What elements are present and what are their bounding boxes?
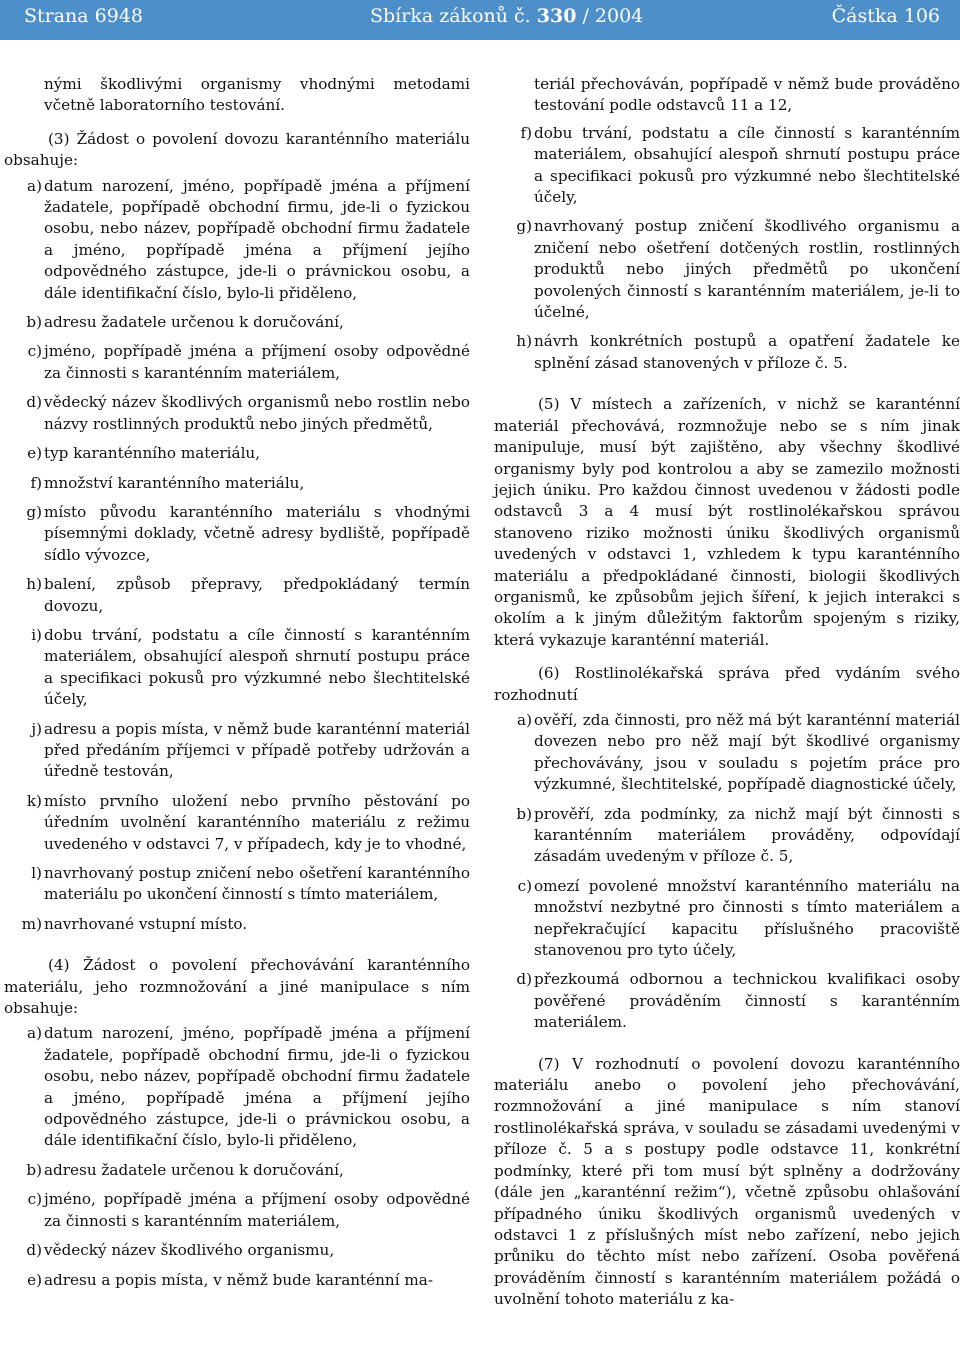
list-item: h) návrh konkrétních postupů a opatření žadatele ke splnění zásad stanovených v příloze č. 5. xyxy=(516,332,960,372)
collection-prefix: Sbírka zákonů č. xyxy=(370,5,531,27)
list-item: m) navrhované vstupní místo. xyxy=(21,914,248,933)
right-column xyxy=(494,74,960,1311)
section-5-text: (5) V místech a zařízeních, v nichž se karanténní materiál přechovává, rozmnožuje nebo se s ním jinak manipuluje, musí být zajištěno, aby všechny škodlivé organismy byly pod kontrolou a aby se zamezilo možnosti jejich úniku. Pro každou činnost uvedenou v žádosti podle odstavců 3 a 4 musí být rostlinolékařskou správou stanoveno riziko možnosti úniku škodlivých organismů uvedených v odstavci 1, vzhledem k typu karanténního materiálu a předpokládané činnosti, biologii škodlivých organismů, ke způsobům jejich šíření, k jejich interakci s okolím a k jiným důležitým faktorům spojeným s riziky, která vykazuje karanténní materiál. xyxy=(494,395,960,649)
page-number: Strana 6948 xyxy=(24,5,144,27)
section-3-list xyxy=(4,176,470,936)
section-3-intro: (3) Žádost o povolení dovozu karanténního materiálu obsahuje: xyxy=(4,129,470,170)
section-4-list-continued xyxy=(494,123,960,374)
list-item: d) přezkoumá odbornou a technickou kvalifikaci osoby pověřené prováděním činností s karanténním materiálem. xyxy=(516,970,960,1032)
section-4-list xyxy=(4,1023,470,1290)
list-item: g) navrhovaný postup zničení škodlivého organismu a zničení nebo ošetření dotčených rostlin, rostlinných produktů nebo jiných předmětů po ukončení povolených činností s karanténním materiálem, je-li to účelné, xyxy=(516,217,960,322)
collection-title xyxy=(370,5,643,27)
section-7-text: (7) V rozhodnutí o povolení dovozu karanténního materiálu anebo o povolení jeho přechovávání, rozmnožování a jiné manipulace s ním stanoví rostlinolékařská správa, v souladu se zásadami uvedenými v příloze č. 5 a s postupy podle odstavce 11, konkrétní podmínky, které při tom musí být splněny a dodržovány (dále jen „karanténní režim“), včetně způsobu ohlašování případného úniku škodlivých organismů uvedených v odstavci 1 z příslušných míst nebo zařízení, nebo jejich průniku do těchto míst nebo zařízení. Osoba pověřená prováděním činností s karanténním materiálem požádá o uvolnění tohoto materiálu z ka- xyxy=(494,1054,960,1309)
list-item: g) místo původu karanténního materiálu s vhodnými písemnými doklady, včetně adresy bydliště, popřípadě sídlo vývozce, xyxy=(26,502,470,564)
list-item: e) typ karanténního materiálu, xyxy=(27,444,261,463)
list-item: l) navrhovaný postup zničení nebo ošetření karanténního materiálu po ukončení činností s tímto materiálem, xyxy=(31,864,470,904)
list-item: h) balení, způsob přepravy, předpokládaný termín dovozu, xyxy=(26,575,470,615)
list-item: j) adresu a popis místa, v němž bude karanténní materiál před předáním příjemci v případě potřeby udržován a úředně testován, xyxy=(31,719,470,781)
list-item: c) jméno, popřípadě jména a příjmení osoby odpovědné za činnosti s karanténním materiálem, xyxy=(27,1190,470,1230)
list-item: k) místo prvního uložení nebo prvního pěstování po úředním uvolnění karanténního materiálu z režimu uvedeného v odstavci 7, v případech, kdy je to vhodné, xyxy=(26,791,470,853)
left-column xyxy=(4,74,470,1299)
list-item: b) adresu žadatele určenou k doručování, xyxy=(26,313,344,332)
list-item: b) adresu žadatele určenou k doručování, xyxy=(26,1160,344,1179)
list-item: a) datum narození, jméno, popřípadě jména a příjmení žadatele, popřípadě obchodní firmu, jde-li o fyzickou osobu, nebo název, popřípadě obchodní firmu žadatele a jméno, popřípadě jména a příjmení jejího odpovědného zástupce, jde-li o právnickou osobu, a dále identifikační číslo, bylo-li přiděleno, xyxy=(27,176,470,302)
law-number: 330 xyxy=(536,5,577,27)
section-6-list xyxy=(494,710,960,1034)
list-item: a) datum narození, jméno, popřípadě jména a příjmení žadatele, popřípadě obchodní firmu, jde-li o fyzickou osobu, nebo název, popřípadě obchodní firmu žadatele a jméno, popřípadě jména a příjmení jejího odpovědného zástupce, jde-li o právnickou osobu, a dále identifikační číslo, bylo-li přiděleno, xyxy=(27,1024,470,1150)
continuation-text: nými škodlivými organismy vhodnými metodami včetně laboratorního testování. xyxy=(44,75,470,115)
list-item: f) množství karanténního materiálu, xyxy=(30,473,305,492)
list-item: c) jméno, popřípadě jména a příjmení osoby odpovědné za činnosti s karanténním materiálem, xyxy=(27,342,470,382)
list-item: d) vědecký název škodlivých organismů nebo rostlin nebo názvy rostlinných produktů nebo jiných předmětů, xyxy=(26,393,470,433)
law-year: / 2004 xyxy=(582,5,644,27)
list-item: c) omezí povolené množství karanténního materiálu na množství nezbytné pro činnosti s tímto materiálem a nepřekračující kapacitu příslušného pracoviště stanovenou pro tyto účely, xyxy=(517,876,960,960)
part-number: Částka 106 xyxy=(831,5,940,27)
list-item: f) dobu trvání, podstatu a cíle činností s karanténním materiálem, obsahující alespoň shrnutí postupu práce a specifikaci pokusů pro výzkumné nebo šlechtitelské účely, xyxy=(520,123,960,207)
list-item: e) adresu a popis místa, v němž bude karanténní ma- xyxy=(27,1270,433,1289)
section-4-intro: (4) Žádost o povolení přechovávání karanténního materiálu, jeho rozmnožování a jiné manipulace s ním obsahuje: xyxy=(4,956,470,1018)
continuation-text: teriál přechováván, popřípadě v němž bude prováděno testování podle odstavců 11 a 12, xyxy=(534,75,960,115)
list-item: a) ověří, zda činnosti, pro něž má být karanténní materiál dovezen nebo pro něž mají být škodlivé organismy přechovávány, jsou v souladu s pojetím práce pro výzkumné, šlechtitelské, popřípadě diagnostické účely, xyxy=(517,710,960,794)
section-6-intro: (6) Rostlinolékařská správa před vydáním svého rozhodnutí xyxy=(494,664,960,704)
list-item: i) dobu trvání, podstatu a cíle činností s karanténním materiálem, obsahující alespoň shrnutí postupu práce a specifikaci pokusů pro výzkumné nebo šlechtitelské účely, xyxy=(31,625,470,709)
page-header xyxy=(0,0,960,40)
list-item: d) vědecký název škodlivého organismu, xyxy=(26,1241,335,1260)
list-item: b) prověří, zda podmínky, za nichž mají být činnosti s karanténním materiálem prováděny, odpovídají zásadám uvedeným v příloze č. 5, xyxy=(516,804,960,866)
